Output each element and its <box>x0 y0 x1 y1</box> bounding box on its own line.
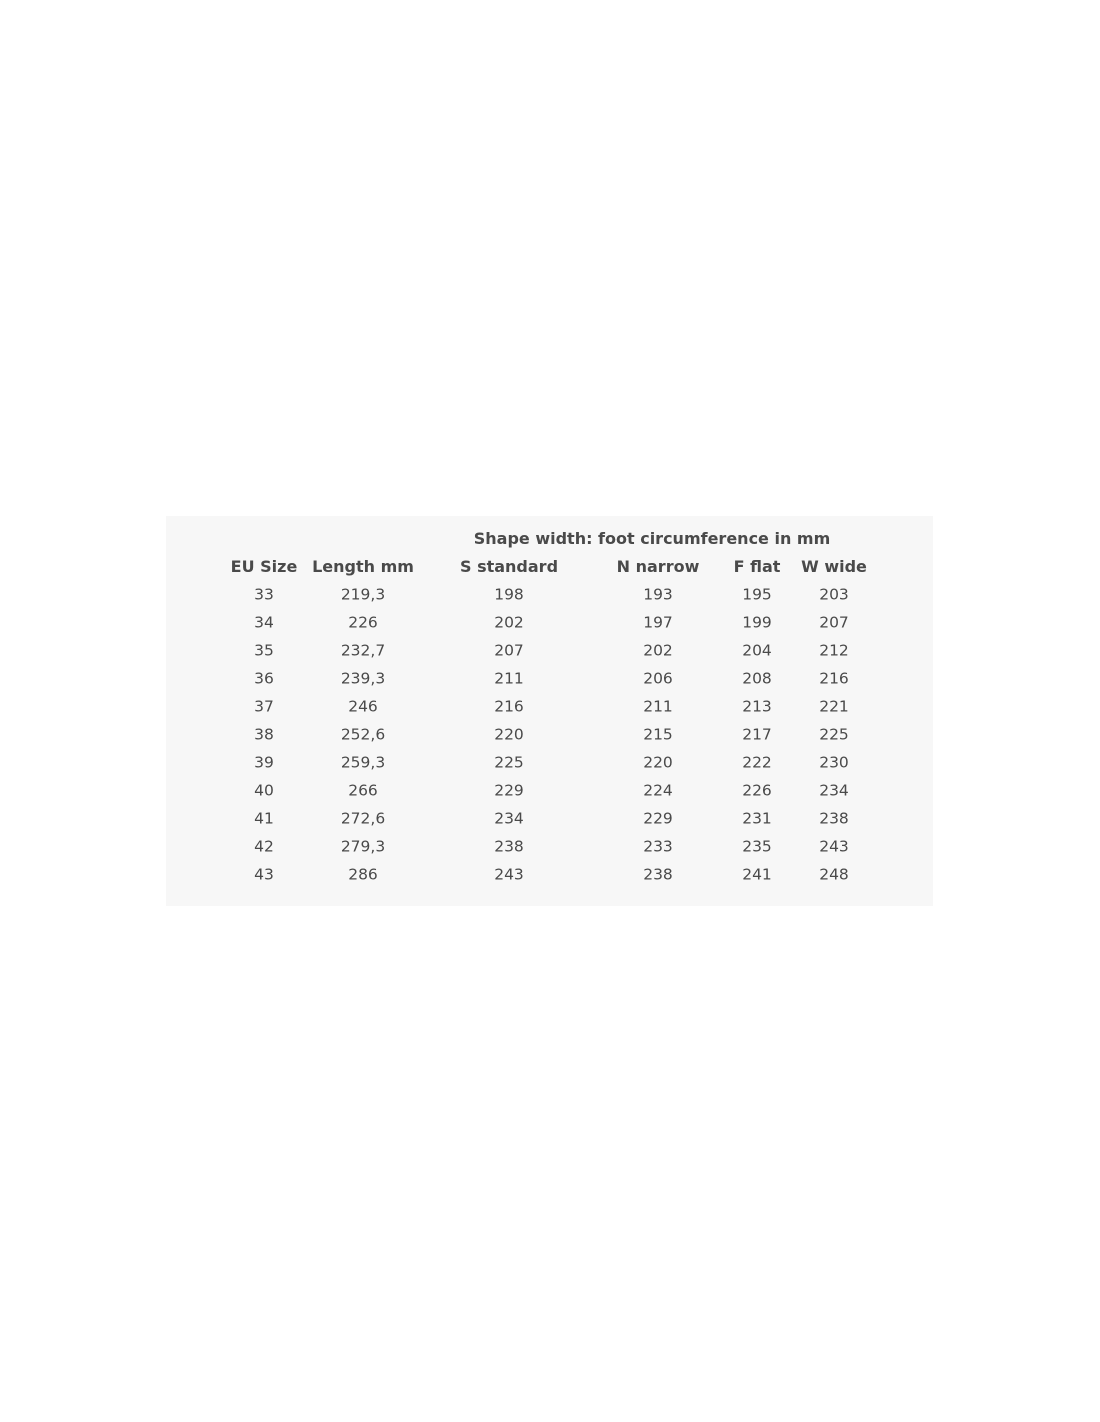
table-cell-length-mm: 266 <box>348 781 378 800</box>
table-cell-f-flat: 222 <box>742 753 772 772</box>
table-cell-length-mm: 252,6 <box>340 725 386 744</box>
table-cell-n-narrow: 233 <box>643 837 673 856</box>
table-cell-length-mm: 232,7 <box>340 641 386 660</box>
table-cell-w-wide: 203 <box>819 585 849 604</box>
column-header-s-standard: S standard <box>459 557 559 576</box>
table-cell-f-flat: 231 <box>742 809 772 828</box>
table-cell-length-mm: 239,3 <box>340 669 386 688</box>
table-cell-w-wide: 225 <box>819 725 849 744</box>
table-cell-s-standard: 216 <box>494 697 524 716</box>
table-cell-w-wide: 230 <box>819 753 849 772</box>
column-header-n-narrow: N narrow <box>616 557 700 576</box>
table-cell-eu-size: 41 <box>254 809 274 828</box>
table-cell-s-standard: 234 <box>494 809 524 828</box>
table-cell-n-narrow: 206 <box>643 669 673 688</box>
table-cell-s-standard: 198 <box>494 585 524 604</box>
shape-width-group-header: Shape width: foot circumference in mm <box>473 529 831 548</box>
table-cell-f-flat: 241 <box>742 865 772 884</box>
table-cell-eu-size: 42 <box>254 837 274 856</box>
table-cell-eu-size: 33 <box>254 585 274 604</box>
table-cell-s-standard: 220 <box>494 725 524 744</box>
column-header-f-flat: F flat <box>733 557 781 576</box>
table-cell-length-mm: 286 <box>348 865 378 884</box>
table-cell-f-flat: 213 <box>742 697 772 716</box>
table-cell-w-wide: 221 <box>819 697 849 716</box>
table-cell-w-wide: 207 <box>819 613 849 632</box>
table-cell-s-standard: 211 <box>494 669 524 688</box>
table-cell-w-wide: 234 <box>819 781 849 800</box>
table-cell-f-flat: 204 <box>742 641 772 660</box>
table-cell-eu-size: 36 <box>254 669 274 688</box>
table-cell-eu-size: 43 <box>254 865 274 884</box>
table-cell-n-narrow: 202 <box>643 641 673 660</box>
table-cell-eu-size: 34 <box>254 613 274 632</box>
table-cell-length-mm: 219,3 <box>340 585 386 604</box>
table-cell-f-flat: 217 <box>742 725 772 744</box>
table-cell-length-mm: 259,3 <box>340 753 386 772</box>
column-header-w-wide: W wide <box>801 557 867 576</box>
table-cell-length-mm: 279,3 <box>340 837 386 856</box>
table-cell-w-wide: 212 <box>819 641 849 660</box>
table-cell-f-flat: 235 <box>742 837 772 856</box>
table-cell-n-narrow: 197 <box>643 613 673 632</box>
table-cell-n-narrow: 229 <box>643 809 673 828</box>
table-cell-eu-size: 40 <box>254 781 274 800</box>
column-header-length-mm: Length mm <box>312 557 414 576</box>
table-cell-n-narrow: 215 <box>643 725 673 744</box>
table-cell-length-mm: 246 <box>348 697 378 716</box>
table-cell-w-wide: 238 <box>819 809 849 828</box>
table-cell-f-flat: 208 <box>742 669 772 688</box>
table-cell-s-standard: 243 <box>494 865 524 884</box>
table-cell-eu-size: 39 <box>254 753 274 772</box>
table-cell-f-flat: 226 <box>742 781 772 800</box>
table-cell-n-narrow: 193 <box>643 585 673 604</box>
table-cell-s-standard: 225 <box>494 753 524 772</box>
table-cell-n-narrow: 220 <box>643 753 673 772</box>
table-cell-eu-size: 37 <box>254 697 274 716</box>
table-cell-s-standard: 229 <box>494 781 524 800</box>
table-cell-s-standard: 202 <box>494 613 524 632</box>
table-cell-w-wide: 248 <box>819 865 849 884</box>
table-cell-s-standard: 238 <box>494 837 524 856</box>
table-cell-n-narrow: 224 <box>643 781 673 800</box>
table-cell-eu-size: 35 <box>254 641 274 660</box>
column-header-eu-size: EU Size <box>230 557 298 576</box>
table-cell-n-narrow: 238 <box>643 865 673 884</box>
table-cell-length-mm: 272,6 <box>340 809 386 828</box>
table-cell-length-mm: 226 <box>348 613 378 632</box>
table-cell-eu-size: 38 <box>254 725 274 744</box>
table-cell-w-wide: 216 <box>819 669 849 688</box>
table-cell-f-flat: 199 <box>742 613 772 632</box>
table-cell-n-narrow: 211 <box>643 697 673 716</box>
table-cell-s-standard: 207 <box>494 641 524 660</box>
table-cell-w-wide: 243 <box>819 837 849 856</box>
table-cell-f-flat: 195 <box>742 585 772 604</box>
